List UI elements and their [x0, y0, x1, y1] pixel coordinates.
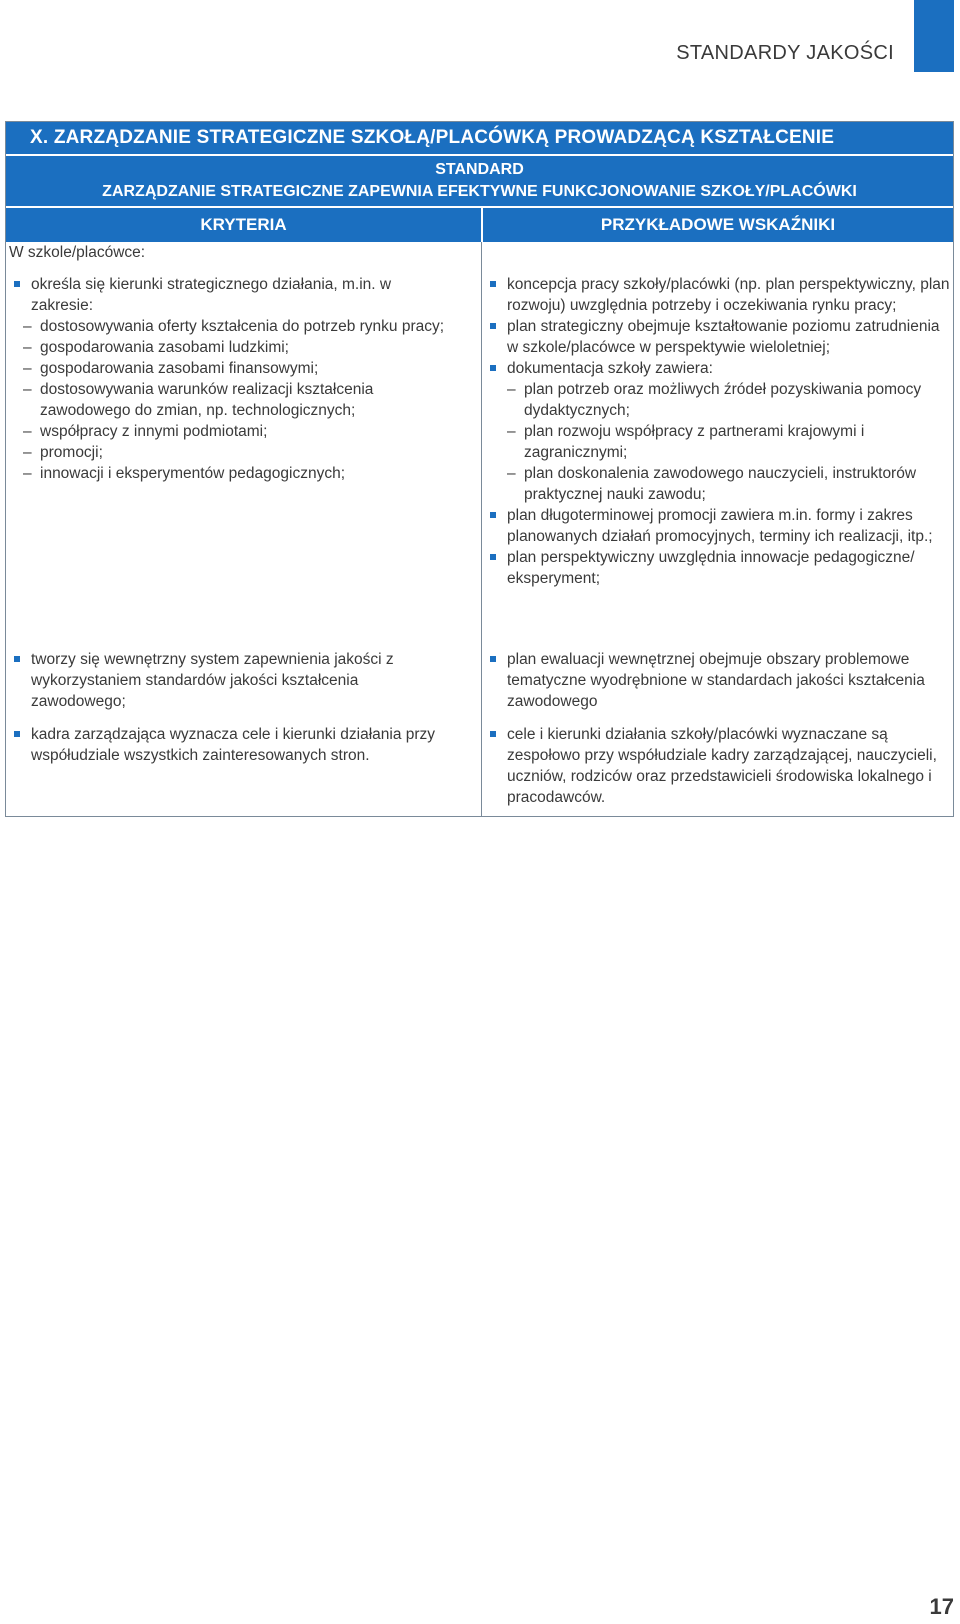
criterion-item: kadra zarządzająca wyznacza cele i kierunki działania przy współudziale wszystkich zainteresowanych stron.	[6, 724, 451, 766]
column-header-criteria: KRYTERIA	[6, 208, 481, 242]
indicator-item: dokumentacja szkoły zawiera: – plan potrzeb oraz możliwych źródeł pozyskiwania pomocy dydaktycznych; – plan rozwoju współpracy z partnerami krajowymi i zagranicznymi; – plan doskonalenia zawodowego nauczycieli, instruktorów praktycznej nauki zawodu;	[482, 358, 950, 505]
section-title: X. ZARZĄDZANIE STRATEGICZNE SZKOŁĄ/PLACÓWKĄ PROWADZĄCĄ KSZTAŁCENIE	[6, 122, 953, 154]
indicator-subitem: – plan potrzeb oraz możliwych źródeł pozyskiwania pomocy dydaktycznych;	[507, 381, 922, 419]
standard-text: ZARZĄDZANIE STRATEGICZNE ZAPEWNIA EFEKTYWNE FUNKCJONOWANIE SZKOŁY/PLACÓWKI	[102, 183, 857, 200]
indicator-item: plan strategiczny obejmuje kształtowanie poziomu zatrudnienia w szkole/placówce w perspektywie wieloletniej;	[482, 316, 950, 358]
dash-icon: –	[23, 318, 32, 335]
bullet-square-icon	[490, 656, 496, 662]
dash-icon: –	[23, 360, 32, 377]
dash-icon: –	[23, 444, 32, 461]
bullet-square-icon	[14, 281, 20, 287]
bullet-square-icon	[490, 554, 496, 560]
standard-band	[6, 156, 953, 206]
column-header-indicators: PRZYKŁADOWE WSKAŹNIKI	[483, 208, 953, 242]
corner-tab	[914, 0, 954, 72]
criterion-subitem: – dostosowywania warunków realizacji kształcenia zawodowego do zmian, np. technologicznych;	[23, 381, 374, 419]
indicators-group-3	[482, 724, 950, 808]
bullet-square-icon	[490, 731, 496, 737]
criterion-item: tworzy się wewnętrzny system zapewnienia jakości z wykorzystaniem standardów jakości kształcenia zawodowego;	[6, 649, 451, 712]
criterion-subitem: – współpracy z innymi podmiotami;	[23, 423, 268, 440]
criteria-group-1	[6, 274, 451, 484]
dash-icon: –	[507, 465, 516, 482]
dash-icon: –	[23, 339, 32, 356]
bullet-square-icon	[490, 281, 496, 287]
criterion-item	[6, 274, 451, 484]
criteria-group-3	[6, 724, 451, 766]
criteria-intro: W szkole/placówce:	[9, 244, 146, 261]
page-number: 17	[929, 1594, 954, 1619]
dash-icon: –	[23, 423, 32, 440]
criterion-subitem: – dostosowywania oferty kształcenia do potrzeb rynku pracy;	[23, 318, 445, 335]
bullet-square-icon	[14, 731, 20, 737]
indicator-item: cele i kierunki działania szkoły/placówki wyznaczane są zespołowo przy współudziale kadry zarządzającej, nauczycieli, uczniów, rodziców oraz przedstawicieli środowiska lokalnego i pracodawców.	[482, 724, 950, 808]
dash-icon: –	[507, 381, 516, 398]
indicator-item: plan długoterminowej promocji zawiera m.in. formy i zakres planowanych działań promocyjnych, terminy ich realizacji, itp.;	[482, 505, 950, 547]
bullet-square-icon	[490, 323, 496, 329]
indicator-item: koncepcja pracy szkoły/placówki (np. plan perspektywiczny, plan rozwoju) uwzględnia potrzeby i oczekiwania rynku pracy;	[482, 274, 950, 316]
criteria-group-2	[6, 649, 451, 712]
bullet-square-icon	[14, 656, 20, 662]
indicator-item: plan perspektywiczny uwzględnia innowacje pedagogiczne/ eksperyment;	[482, 547, 950, 589]
criterion-subitem: – innowacji i eksperymentów pedagogicznych;	[23, 465, 345, 482]
criterion-subitem: – gospodarowania zasobami finansowymi;	[23, 360, 319, 377]
criterion-subitem: – gospodarowania zasobami ludzkimi;	[23, 339, 289, 356]
criterion-text: określa się kierunki strategicznego działania, m.in. w zakresie:	[31, 276, 392, 314]
indicator-subitem: – plan rozwoju współpracy z partnerami krajowymi i zagranicznymi;	[507, 423, 865, 461]
standard-label: STANDARD	[435, 161, 524, 178]
running-header: STANDARDY JAKOŚCI	[676, 42, 894, 64]
indicators-group-2	[482, 649, 950, 712]
standard-table	[5, 121, 954, 817]
bullet-square-icon	[490, 365, 496, 371]
indicator-subitem: – plan doskonalenia zawodowego nauczycieli, instruktorów praktycznej nauki zawodu;	[507, 465, 917, 503]
indicators-group-1	[482, 274, 950, 589]
criterion-subitem: – promocji;	[23, 444, 103, 461]
dash-icon: –	[23, 465, 32, 482]
dash-icon: –	[507, 423, 516, 440]
indicator-item: plan ewaluacji wewnętrznej obejmuje obszary problemowe tematyczne wyodrębnione w standardach jakości kształcenia zawodowego	[482, 649, 950, 712]
bullet-square-icon	[490, 512, 496, 518]
dash-icon: –	[23, 381, 32, 398]
